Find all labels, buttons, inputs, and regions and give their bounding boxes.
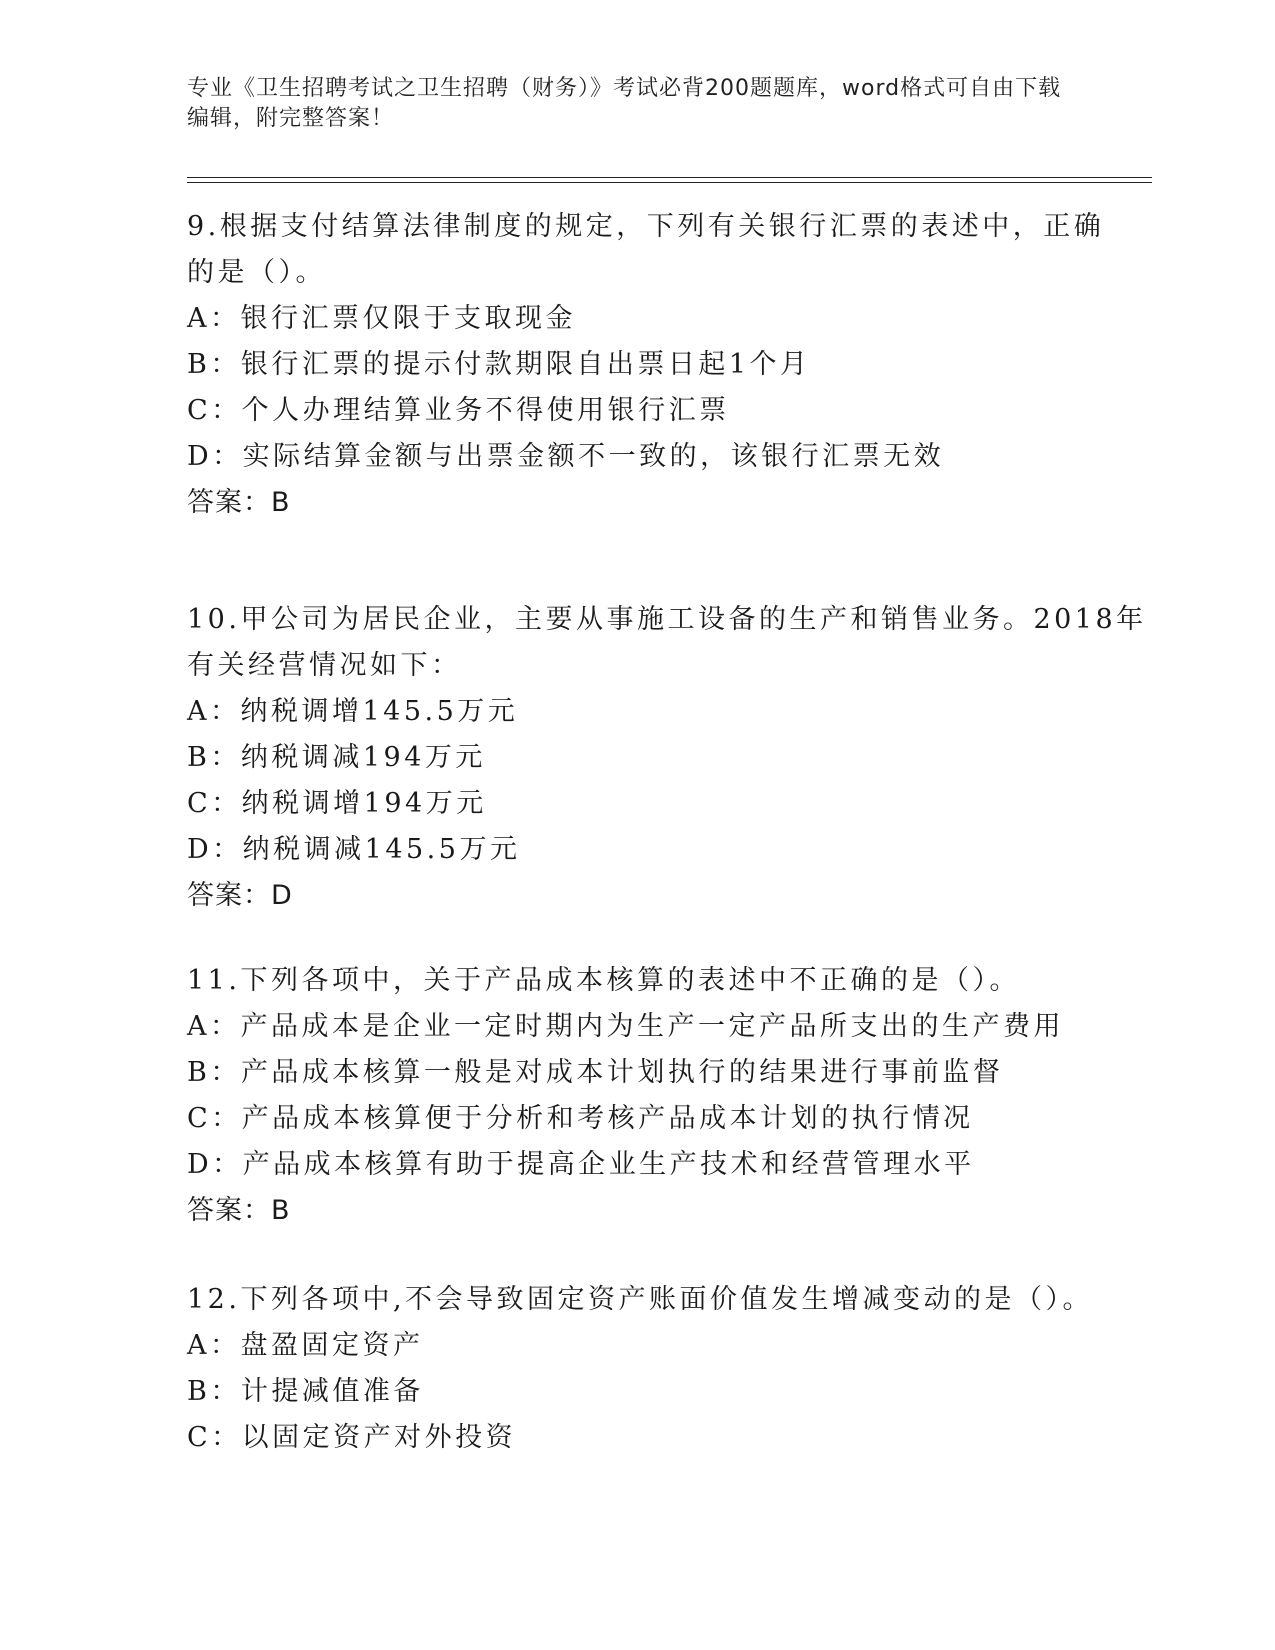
question-stem-continued: 有关经营情况如下： (187, 650, 462, 681)
answer-text: 答案：D (187, 880, 293, 911)
option-d: D：实际结算金额与出票金额不一致的，该银行汇票无效 (187, 441, 945, 472)
question-12 (187, 1277, 1094, 1461)
question-11 (187, 958, 1087, 1234)
option-d: D：纳税调减145.5万元 (187, 834, 521, 865)
question-stem: 10.甲公司为居民企业，主要从事施工设备的生产和销售业务。2018年 (187, 604, 1147, 635)
question-stem: 9.根据支付结算法律制度的规定，下列有关银行汇票的表述中，正确 (187, 211, 1105, 242)
option-b: B：纳税调减194万元 (187, 742, 486, 773)
option-a: A：银行汇票仅限于支取现金 (187, 303, 576, 334)
question-9 (187, 204, 1105, 526)
header-divider-bottom (187, 182, 1152, 183)
answer-text: 答案：B (187, 1195, 291, 1226)
option-b: B：计提减值准备 (187, 1376, 424, 1407)
answer-text: 答案：B (187, 487, 291, 518)
option-a: A：产品成本是企业一定时期内为生产一定产品所支出的生产费用 (187, 1011, 1064, 1042)
option-b: B：银行汇票的提示付款期限自出票日起1个月 (187, 349, 811, 380)
document-intro: 专业《卫生招聘考试之卫生招聘（财务）》考试必背200题题库，word格式可自由下载编辑，附完整答案！ (187, 76, 1062, 131)
question-stem-continued: 的是（）。 (187, 257, 326, 288)
header-divider-top (187, 177, 1152, 178)
question-stem: 11.下列各项中，关于产品成本核算的表述中不正确的是（）。 (187, 965, 1020, 996)
option-a: A：纳税调增145.5万元 (187, 696, 519, 727)
question-10 (187, 597, 1147, 919)
option-d: D：产品成本核算有助于提高企业生产技术和经营管理水平 (187, 1149, 975, 1180)
question-stem: 12.下列各项中,不会导致固定资产账面价值发生增减变动的是（）。 (187, 1284, 1094, 1315)
option-c: C：产品成本核算便于分析和考核产品成本计划的执行情况 (187, 1103, 974, 1134)
option-c: C：以固定资产对外投资 (187, 1422, 517, 1453)
option-b: B：产品成本核算一般是对成本计划执行的结果进行事前监督 (187, 1057, 1004, 1088)
option-c: C：个人办理结算业务不得使用银行汇票 (187, 395, 730, 426)
option-c: C：纳税调增194万元 (187, 788, 487, 819)
option-a: A：盘盈固定资产 (187, 1330, 424, 1361)
